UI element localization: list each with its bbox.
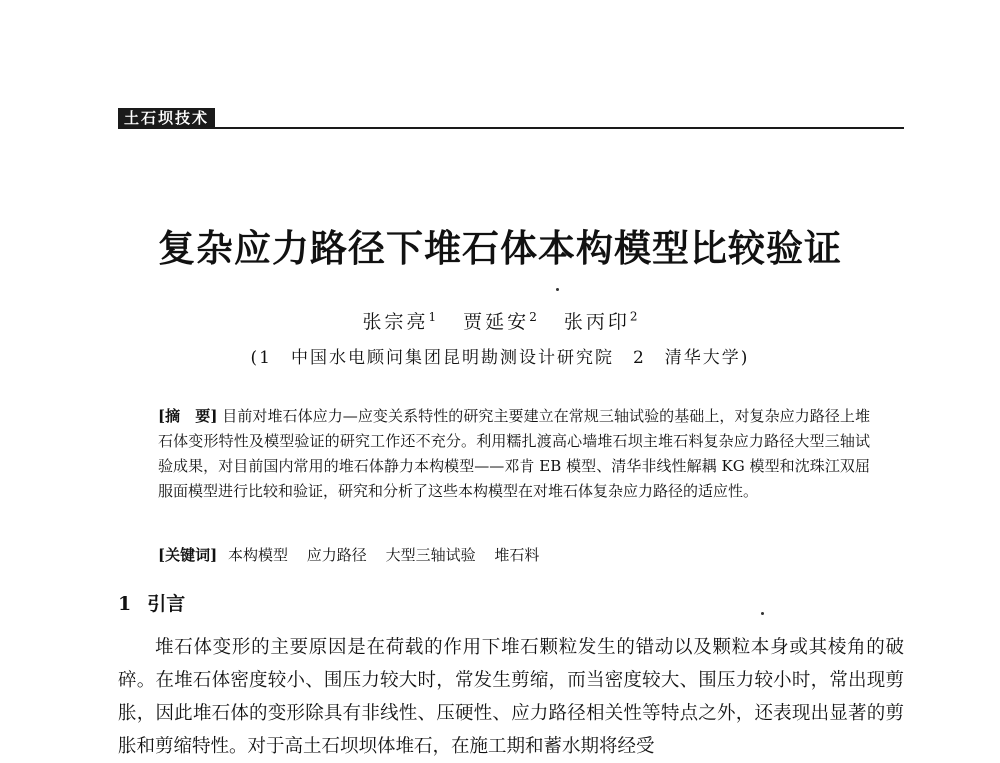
paper-title: 复杂应力路径下堆石体本构模型比较验证 [158,226,842,270]
section-number: 1 [118,593,132,615]
author-affiliation-mark: 1 [428,309,437,324]
section-title: 引言 [147,593,186,615]
scan-speck [556,288,559,291]
body-paragraph: 堆石体变形的主要原因是在荷载的作用下堆石颗粒发生的错动以及颗粒本身或其棱角的破碎。在堆石体密度较小、围压力较大时，常发生剪缩，而当密度较大、围压力较小时，常出现剪胀，因此堆石体的变形除具有非线性、压硬性、应力路径相关性等特点之外，还表现出显著的剪胀和剪缩特性。对于高土石坝坝体堆石，在施工期和蓄水期将经受 [118,637,904,757]
author-name: 张丙印 [563,311,630,333]
keyword: 应力路径 [306,546,367,564]
journal-header [118,108,904,130]
scan-speck [761,612,764,615]
header-rule [118,127,904,129]
section-heading [118,589,185,616]
abstract [158,404,870,504]
abstract-text: 目前对堆石体应力—应变关系特性的研究主要建立在常规三轴试验的基础上，对复杂应力路径上堆石体变形特性及模型验证的研究工作还不充分。利用糯扎渡高心墙堆石坝主堆石料复杂应力路径大型三轴试验成果，对目前国内常用的堆石体静力本构模型——邓肯 EB 模型、清华非线性解耦 KG 模型和沈珠江双屈服面模型进行比较和验证，研究和分析了这些本构模型在对堆石体复杂应力路径的适应性。 [158,407,870,500]
column-tag: 土石坝技术 [118,108,215,128]
keywords-label: [关键词] [158,546,218,564]
keywords [158,543,870,567]
keyword: 堆石料 [494,546,540,564]
author-name: 张宗亮 [362,311,429,333]
author-list [0,307,1000,334]
abstract-label: [摘 要] [158,407,218,425]
affiliations: (1 中国水电顾问集团昆明勘测设计研究院 2 清华大学) [250,348,750,368]
author-affiliation-mark: 2 [529,309,537,324]
author-name: 贾延安 [463,311,530,333]
keyword: 本构模型 [227,546,288,564]
keyword: 大型三轴试验 [385,546,476,564]
author-affiliation-mark: 2 [629,309,638,324]
